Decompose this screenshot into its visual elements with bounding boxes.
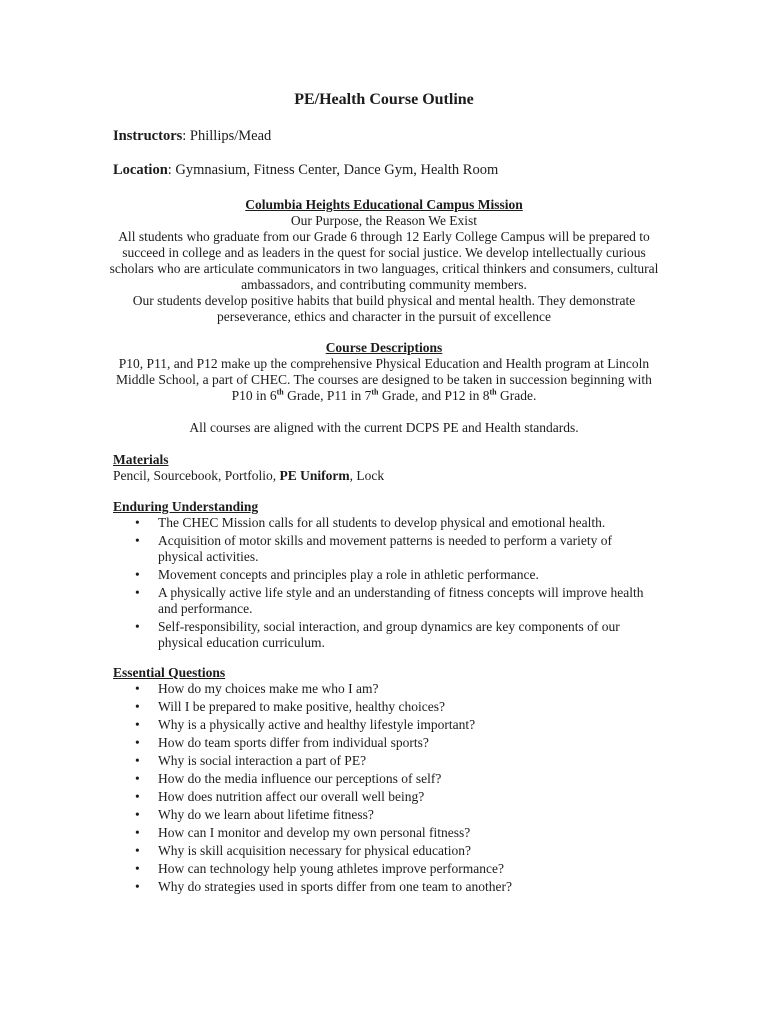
enduring-understanding-heading: Enduring Understanding (113, 499, 259, 514)
ordinal-suffix: th (489, 387, 497, 397)
mission-section (108, 197, 660, 325)
list-item: • How does nutrition affect our overall well being? (158, 789, 653, 805)
instructors-value: : Phillips/Mead (182, 128, 272, 144)
location-line (113, 162, 498, 178)
materials-list (113, 468, 653, 484)
essential-questions-list (113, 681, 653, 895)
materials-heading: Materials (113, 452, 169, 467)
list-item: • A physically active life style and an understanding of fitness concepts will improve health and performance. (158, 585, 653, 617)
course-descriptions-heading: Course Descriptions (325, 340, 443, 355)
course-text-part: Grade, and P12 in 8 (378, 388, 490, 403)
list-item: • How do my choices make me who I am? (158, 681, 653, 697)
list-item: • The CHEC Mission calls for all students to develop physical and emotional health. (158, 515, 653, 531)
list-item: • Will I be prepared to make positive, healthy choices? (158, 699, 653, 715)
instructors-line (113, 128, 271, 144)
course-intro-text: P10, P11, and P12 make up the comprehensive Physical Education and Health program at Lincoln Middle School, a part of CHEC. The courses are designed to be taken in succession beginning with P10 in 6 (116, 356, 652, 403)
mission-paragraph-1: All students who graduate from our Grade 6 through 12 Early College Campus will be prepared to succeed in college and as leaders in the quest for social justice. We develop intellectually curious scholars who are articulate communicators in two languages, critical thinkers and consumers, cultural ambassadors, and contributing community members. (109, 229, 659, 292)
standards-alignment-text: All courses are aligned with the current DCPS PE and Health standards. (189, 420, 579, 435)
list-item: • How can I monitor and develop my own personal fitness? (158, 825, 653, 841)
mission-heading: Columbia Heights Educational Campus Mission (245, 197, 523, 212)
materials-text: Pencil, Sourcebook, Portfolio, (113, 468, 280, 483)
list-item: • Why is social interaction a part of PE? (158, 753, 653, 769)
mission-subheading: Our Purpose, the Reason We Exist (290, 213, 478, 228)
list-item: • Why is a physically active and healthy lifestyle important? (158, 717, 653, 733)
instructors-label: Instructors (113, 128, 183, 144)
list-item: • Why do strategies used in sports differ from one team to another? (158, 879, 653, 895)
essential-questions-section (113, 665, 653, 897)
list-item: • Why is skill acquisition necessary for physical education? (158, 843, 653, 859)
list-item: • Why do we learn about lifetime fitness? (158, 807, 653, 823)
course-text-part: Grade, P11 in 7 (283, 388, 372, 403)
materials-section (113, 452, 653, 484)
location-label: Location (113, 162, 168, 178)
page-title: PE/Health Course Outline (294, 91, 474, 108)
list-item: • How do the media influence our perceptions of self? (158, 771, 653, 787)
ordinal-suffix: th (371, 387, 379, 397)
ordinal-suffix: th (276, 387, 284, 397)
mission-paragraph-2: Our students develop positive habits that build physical and mental health. They demonstrate perseverance, ethics and character in the pursuit of excellence (132, 293, 636, 324)
list-item: • How do team sports differ from individual sports? (158, 735, 653, 751)
list-item: • Acquisition of motor skills and movement patterns is needed to perform a variety of physical activities. (158, 533, 653, 565)
enduring-understanding-section (113, 499, 653, 653)
materials-bold-item: PE Uniform (279, 468, 350, 483)
course-descriptions-section (108, 340, 660, 436)
list-item: • Movement concepts and principles play a role in athletic performance. (158, 567, 653, 583)
essential-questions-heading: Essential Questions (113, 665, 226, 680)
materials-text: , Lock (349, 468, 385, 483)
course-descriptions-text (108, 356, 660, 404)
enduring-understanding-list (113, 515, 653, 651)
location-value: : Gymnasium, Fitness Center, Dance Gym, Health Room (167, 162, 499, 178)
list-item: • How can technology help young athletes improve performance? (158, 861, 653, 877)
list-item: • Self-responsibility, social interaction, and group dynamics are key components of our physical education curriculum. (158, 619, 653, 651)
course-text-part: Grade. (496, 388, 537, 403)
